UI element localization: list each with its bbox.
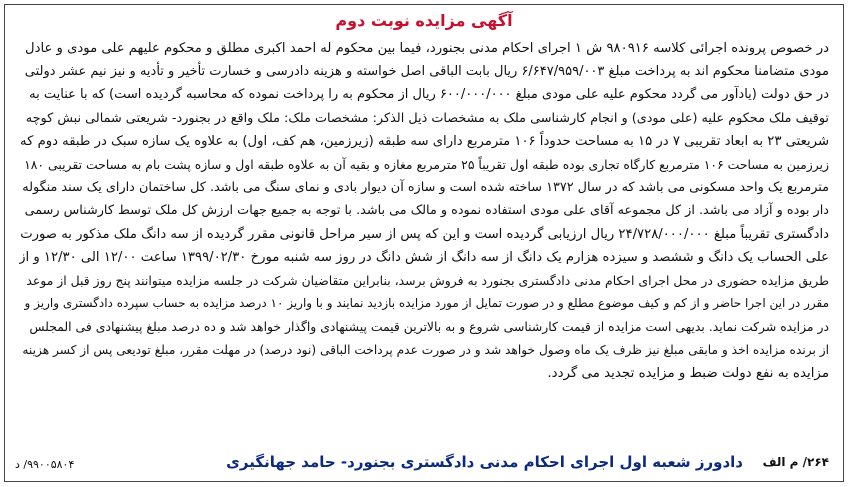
notice-title: آگهی مزایده نوبت دوم bbox=[335, 11, 513, 30]
notice-frame bbox=[4, 4, 844, 482]
body-line: دار بوده و آزاد می باشد. از کل مجموعه آقای علی مودی استفاده نموده و مالک می باشد. با توجه به جمیع جهات ارزش کل ملک توسط کارشناس رسمی bbox=[24, 203, 829, 219]
body-line: دادگستری تقریباً مبلغ ۲۴/۷۲۸/۰۰۰/۰۰۰ ریال ارزیابی گردیده است و این که پس از سیر مراحل قانونی مقرر گردیده از سه دانگ ملک مذکور به صورت bbox=[20, 226, 829, 242]
body-line: از برنده مزایده اخذ و مابقی مبلغ نیز ظرف یک ماه وصول خواهد شد و در صورت عدم پرداخت الباقی (نود درصد) در مهلت مقرر، مبلغ تودیعی پس از کسر هزینه bbox=[22, 342, 829, 357]
notice-code: ۲۶۴/ م الف bbox=[762, 455, 829, 469]
notice-doc-id: ۹۹۰۰۵۸۰۴/ د bbox=[15, 458, 75, 471]
body-line: در مزایده شرکت نماید. بدیهی است مزایده از قیمت کارشناسی شروع و به بالاترین قیمت پیشنهادی واگذار خواهد شد و ده درصد مبلغ پیشنهادی فی المجلس bbox=[29, 319, 829, 335]
body-line: مقرر در این اجرا حاضر و از کم و کیف موضوع مطلع و در صورت تمایل از مورد مزایده بازدید نمایند و با واریز ۱۰ درصد مزایده به حساب سپرده دادگستری واریز و bbox=[24, 296, 829, 311]
body-line: مزایده به نفع دولت ضبط و مزایده تجدید می گردد. bbox=[547, 365, 829, 381]
body-line: در خصوص پرونده اجرائی کلاسه ۹۸۰۹۱۶ ش ۱ اجرای احکام مدنی بجنورد، فیما بین محکوم له احمد اکبری مطلق و محکوم علیهم علی مودی و عادل bbox=[24, 41, 829, 56]
body-line: توقیف ملک محکوم علیه (علی مودی) و انجام کارشناسی ملک به مشخصات ذیل الذکر: مشخصات ملک: ملک واقع در بجنورد- شریعتی شمالی نبش کوچه bbox=[25, 110, 829, 126]
body-line: طریق مزایده حضوری در محل اجرای احکام مدنی دادگستری بجنورد به فروش برسد، بنابراین متقاضیان شرکت در جلسه مزایده میتوانند پنج روز قبل از موعد bbox=[26, 273, 829, 289]
notice-signature: دادورز شعبه اول اجرای احکام مدنی دادگستری بجنورد- حامد جهانگیری bbox=[226, 453, 743, 471]
body-line: در حق دولت (یادآور می گردد محکوم علیه علی مودی مبلغ ۶۰۰/۰۰۰/۰۰۰ ریال از محکوم به را پرداخت نموده که محاسبه گردیده است) که با عنایت به bbox=[29, 87, 829, 103]
notice-body bbox=[19, 37, 829, 385]
body-line: مودی متضامنا محکوم اند به پرداخت مبلغ ۶/۶۴۷/۹۵۹/۰۰۳ ریال بابت الباقی اصل خواسته و هزینه دادرسی و خسارت تأخیر و تأدیه و نیز نیم عشر دولتی bbox=[24, 64, 829, 80]
body-line: زیرزمین به مساحت ۱۰۶ مترمربع کارگاه تجاری بوده طبقه اول تقریباً ۲۵ مترمربع مغازه و بقیه آن به علاوه طبقه اول و سازه پشت بام به مساحت تقریبی ۱۸۰ bbox=[24, 157, 829, 173]
body-line: شریعتی ۲۳ به ابعاد تقریبی ۷ در ۱۵ به مساحت حدوداً ۱۰۶ مترمربع دارای سه طبقه (زیرزمین، هم کف، اول) به علاوه یک سازه سبک در طبقه دوم که bbox=[20, 133, 829, 149]
body-line: مترمربع یک واحد مسکونی می باشد که در سال ۱۳۷۲ ساخته شده است و سازه آن دیوار بادی و نمای سنگ می باشد. کل ساختمان دارای یک سند منگوله bbox=[22, 180, 829, 196]
body-line: علی الحساب یک دانگ و ششصد و سیزده هزارم یک دانگ از سه دانگ از شش دانگ در روز سه شنبه مورخ ۱۳۹۹/۰۲/۳۰ ساعت ۱۲/۰۰ الی ۱۲/۳۰ و از bbox=[19, 249, 829, 265]
